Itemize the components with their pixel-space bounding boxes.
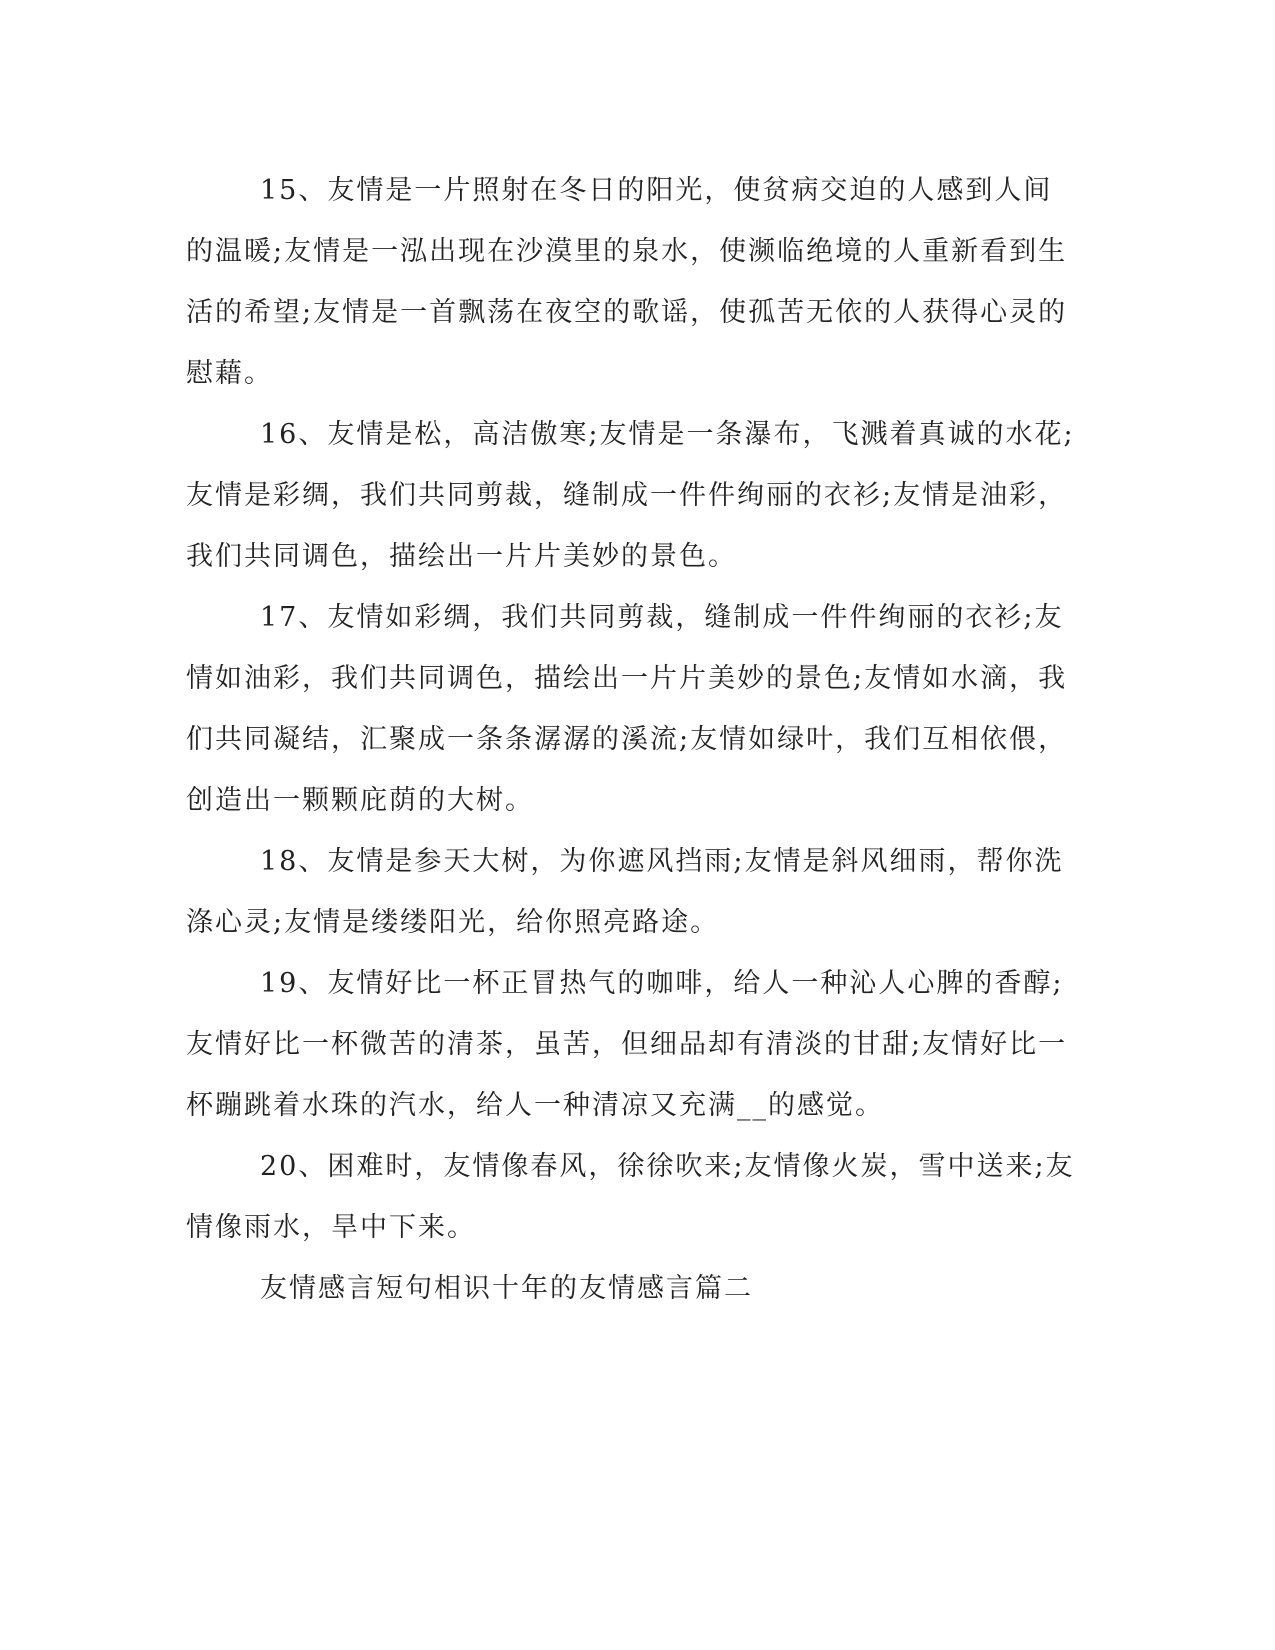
paragraph-15: 15、友情是一片照射在冬日的阳光，使贫病交迫的人感到人间的温暖;友情是一泓出现在沙漠里的泉水，使濒临绝境的人重新看到生活的希望;友情是一首飘荡在夜空的歌谣，使孤苦无依的人获得心灵的慰藉。 [186,175,1068,389]
paragraph-18: 18、友情是参天大树，为你遮风挡雨;友情是斜风细雨，帮你洗涤心灵;友情是缕缕阳光，给你照亮路途。 [186,846,1064,938]
section-heading: 友情感言短句相识十年的友情感言篇二 [260,1273,753,1304]
document-body [186,160,1081,1319]
paragraph-16: 16、友情是松，高洁傲寒;友情是一条瀑布，飞溅着真诚的水花;友情是彩绸，我们共同剪裁，缝制成一件件绚丽的衣衫;友情是油彩，我们共同调色，描绘出一片片美妙的景色。 [186,419,1075,572]
paragraph-19: 19、友情好比一杯正冒热气的咖啡，给人一种沁人心脾的香醇;友情好比一杯微苦的清茶，虽苦，但细品却有清淡的甘甜;友情好比一杯蹦跳着水珠的汽水，给人一种清凉又充满__的感觉。 [186,968,1068,1121]
paragraph-20: 20、困难时，友情像春风，徐徐吹来;友情像火炭，雪中送来;友情像雨水，旱中下来。 [186,1151,1075,1243]
paragraph-17: 17、友情如彩绸，我们共同剪裁，缝制成一件件绚丽的衣衫;友情如油彩，我们共同调色，描绘出一片片美妙的景色;友情如水滴，我们共同凝结，汇聚成一条条潺潺的溪流;友情如绿叶，我们互相依偎，创造出一颗颗庇荫的大树。 [186,602,1068,816]
